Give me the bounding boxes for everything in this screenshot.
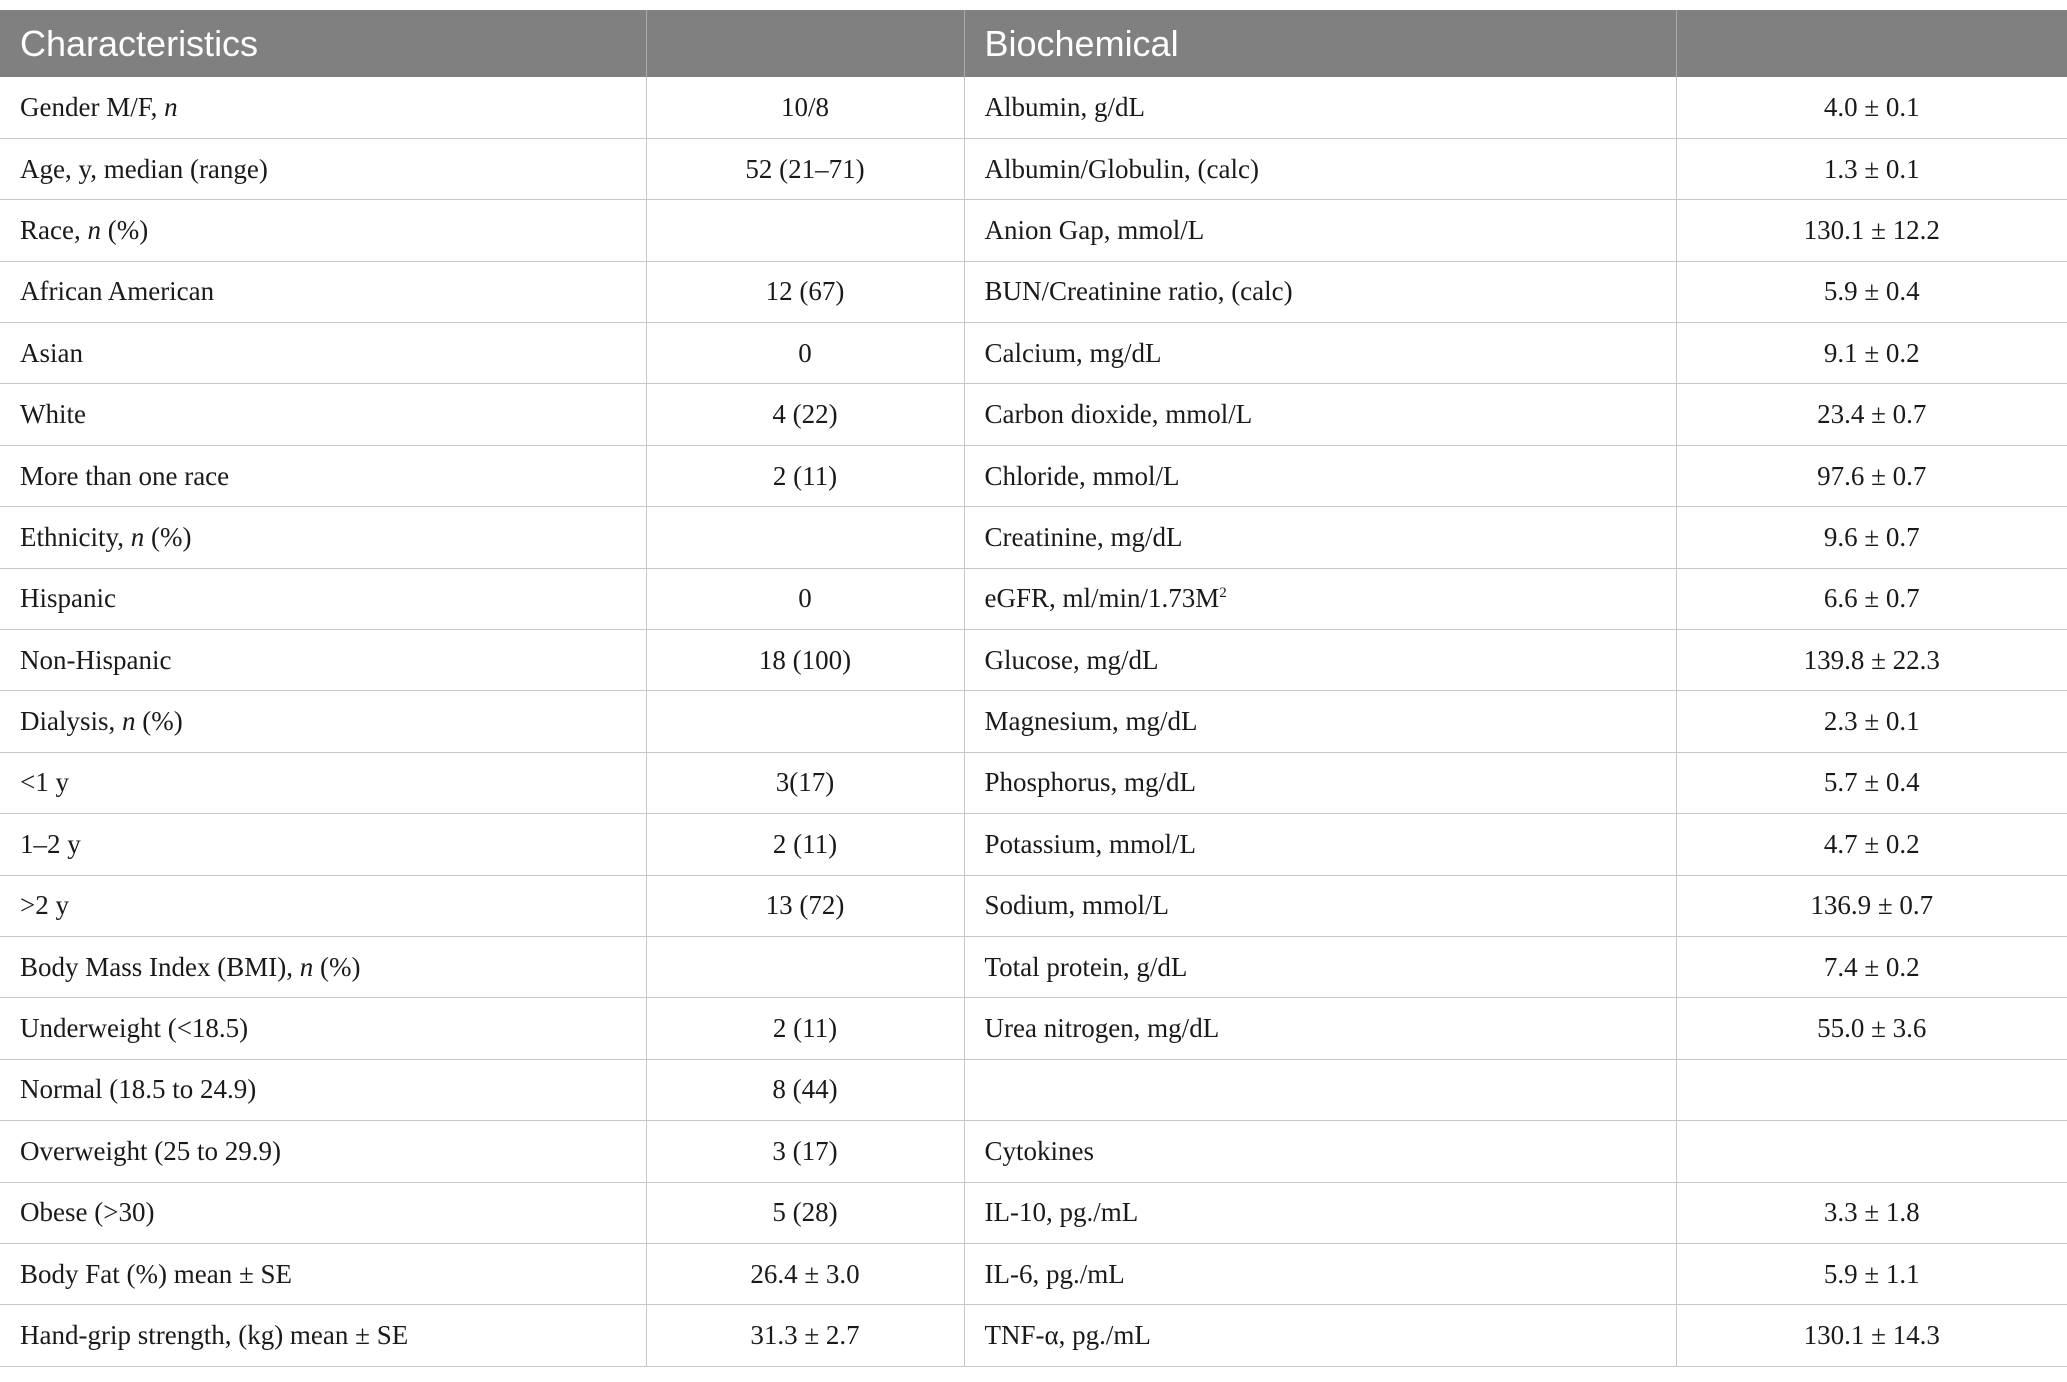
table-row [0, 691, 2067, 752]
biochemical-label [964, 752, 1676, 813]
table-row [0, 261, 2067, 322]
biochemical-value: 3.3 ± 1.8 [1676, 1182, 2067, 1243]
characteristic-label [0, 138, 646, 199]
characteristic-label-text: More than one race [20, 460, 230, 491]
biochemical-label [964, 138, 1676, 199]
biochemical-label-text: BUN/Creatinine ratio, (calc) [984, 276, 1293, 307]
biochemical-label-text: Anion Gap, mmol/L [984, 214, 1205, 245]
characteristic-label [0, 1243, 646, 1304]
characteristic-label [0, 1182, 646, 1243]
biochemical-label [964, 445, 1676, 506]
characteristic-label-text: <1 y [20, 767, 69, 798]
characteristic-label [0, 507, 646, 568]
biochemical-label [964, 936, 1676, 997]
characteristic-label-text: Dialysis, [20, 706, 123, 737]
biochemical-label [964, 875, 1676, 936]
table-row [0, 1243, 2067, 1304]
characteristic-label-text: Underweight (<18.5) [20, 1013, 249, 1044]
biochemical-value: 97.6 ± 0.7 [1676, 445, 2067, 506]
biochemical-label [964, 384, 1676, 445]
characteristic-label-suffix: (%) [144, 521, 192, 552]
table-row [0, 507, 2067, 568]
data-table-container [0, 10, 2067, 1367]
characteristic-value: 2 (11) [646, 814, 964, 875]
characteristic-value [646, 691, 964, 752]
characteristic-label-text: White [20, 399, 86, 430]
characteristic-label-suffix: (%) [100, 214, 149, 245]
biochemical-value: 5.9 ± 0.4 [1676, 261, 2067, 322]
biochemical-value: 130.1 ± 12.2 [1676, 200, 2067, 261]
biochemical-label-text: Phosphorus, mg/dL [984, 767, 1197, 798]
characteristic-value: 3(17) [646, 752, 964, 813]
table-row [0, 323, 2067, 384]
header-row [0, 10, 2067, 77]
biochemical-label-text: Chloride, mmol/L [984, 460, 1180, 491]
biochemical-label [964, 1059, 1676, 1120]
biochemical-value: 6.6 ± 0.7 [1676, 568, 2067, 629]
biochemical-value: 2.3 ± 0.1 [1676, 691, 2067, 752]
characteristic-label [0, 998, 646, 1059]
characteristic-label [0, 630, 646, 691]
table-row [0, 568, 2067, 629]
characteristic-label-text: Gender M/F, [20, 91, 165, 122]
characteristic-value: 8 (44) [646, 1059, 964, 1120]
characteristic-label-n: n [164, 91, 178, 122]
biochemical-value: 5.7 ± 0.4 [1676, 752, 2067, 813]
characteristic-value: 13 (72) [646, 875, 964, 936]
biochemical-label-text: Creatinine, mg/dL [984, 521, 1183, 552]
biochemical-value: 4.0 ± 0.1 [1676, 77, 2067, 138]
characteristic-label-text: Ethnicity, [20, 521, 131, 552]
biochemical-label [964, 261, 1676, 322]
characteristic-value: 5 (28) [646, 1182, 964, 1243]
biochemical-label [964, 77, 1676, 138]
characteristic-label-suffix: (%) [135, 706, 183, 737]
biochemical-label-text: eGFR, ml/min/1.73M [984, 583, 1220, 614]
characteristic-value: 12 (67) [646, 261, 964, 322]
table-body [0, 77, 2067, 1366]
biochemical-label-text: IL-6, pg./mL [984, 1258, 1125, 1289]
biochemical-label [964, 1182, 1676, 1243]
header-biochemical: Biochemical [964, 10, 1676, 77]
characteristic-label-n: n [87, 214, 101, 245]
table-row [0, 77, 2067, 138]
characteristic-value [646, 200, 964, 261]
characteristic-label [0, 1059, 646, 1120]
characteristic-label-text: Normal (18.5 to 24.9) [20, 1074, 257, 1105]
biochemical-value: 5.9 ± 1.1 [1676, 1243, 2067, 1304]
characteristic-label [0, 200, 646, 261]
biochemical-value: 139.8 ± 22.3 [1676, 630, 2067, 691]
biochemical-label-text: Glucose, mg/dL [984, 644, 1159, 675]
biochemical-label [964, 691, 1676, 752]
characteristic-value [646, 507, 964, 568]
characteristic-value: 2 (11) [646, 998, 964, 1059]
table-row [0, 752, 2067, 813]
biochemical-label-text: TNF-α, pg./mL [984, 1320, 1151, 1350]
characteristic-value: 4 (22) [646, 384, 964, 445]
biochemical-label-text: IL-10, pg./mL [984, 1197, 1139, 1228]
characteristic-label-text: Obese (>30) [20, 1197, 155, 1228]
biochemical-value: 7.4 ± 0.2 [1676, 936, 2067, 997]
biochemical-label-superscript: 2 [1219, 585, 1227, 602]
header-biochemical-value [1676, 10, 2067, 77]
header-characteristics-value [646, 10, 964, 77]
characteristic-value: 3 (17) [646, 1121, 964, 1182]
characteristic-label [0, 323, 646, 384]
biochemical-label [964, 1305, 1676, 1366]
characteristic-label [0, 875, 646, 936]
characteristic-value: 10/8 [646, 77, 964, 138]
characteristic-value: 0 [646, 568, 964, 629]
biochemical-value: 130.1 ± 14.3 [1676, 1305, 2067, 1366]
characteristic-label [0, 1305, 646, 1366]
biochemical-label [964, 1121, 1676, 1182]
biochemical-label-text: Calcium, mg/dL [984, 337, 1162, 368]
biochemical-label [964, 323, 1676, 384]
table-row [0, 1059, 2067, 1120]
characteristic-label-text: Hand-grip strength, (kg) mean ± SE [20, 1320, 409, 1350]
biochemical-value: 23.4 ± 0.7 [1676, 384, 2067, 445]
characteristic-label-n: n [122, 706, 136, 737]
characteristic-label-n: n [299, 951, 314, 982]
characteristic-label [0, 445, 646, 506]
characteristic-label-text: Non-Hispanic [20, 644, 172, 675]
characteristic-label [0, 568, 646, 629]
characteristic-label [0, 814, 646, 875]
header-characteristics: Characteristics [0, 10, 646, 77]
table-row [0, 936, 2067, 997]
biochemical-value: 4.7 ± 0.2 [1676, 814, 2067, 875]
characteristic-label-text: Overweight (25 to 29.9) [20, 1135, 281, 1166]
table-row [0, 875, 2067, 936]
characteristic-label-text: Race, [20, 214, 88, 245]
biochemical-label-text: Urea nitrogen, mg/dL [984, 1013, 1220, 1044]
biochemical-label-text: Carbon dioxide, mmol/L [984, 399, 1253, 430]
biochemical-value: 136.9 ± 0.7 [1676, 875, 2067, 936]
biochemical-value [1676, 1121, 2067, 1182]
table-row [0, 998, 2067, 1059]
characteristic-label-text: 1–2 y [20, 828, 81, 859]
characteristic-label-text: Hispanic [20, 583, 116, 614]
characteristic-value: 18 (100) [646, 630, 964, 691]
characteristic-label-n: n [130, 521, 145, 552]
biochemical-value: 9.1 ± 0.2 [1676, 323, 2067, 384]
characteristic-value: 52 (21–71) [646, 138, 964, 199]
characteristic-label-text: African American [20, 276, 215, 307]
characteristic-label-text: >2 y [20, 890, 69, 921]
biochemical-label [964, 507, 1676, 568]
characteristic-label [0, 261, 646, 322]
characteristic-value [646, 936, 964, 997]
biochemical-label [964, 200, 1676, 261]
biochemical-value: 9.6 ± 0.7 [1676, 507, 2067, 568]
characteristic-label-text: Body Mass Index (BMI), [20, 951, 300, 982]
biochemical-label-text: Albumin/Globulin, (calc) [984, 153, 1259, 184]
table-row [0, 1182, 2067, 1243]
biochemical-label-text: Potassium, mmol/L [984, 828, 1197, 859]
characteristic-label [0, 691, 646, 752]
characteristic-label-text: Body Fat (%) mean ± SE [20, 1258, 293, 1289]
biochemical-label-text: Total protein, g/dL [984, 951, 1188, 982]
biochemical-label [964, 814, 1676, 875]
table-row [0, 1305, 2067, 1366]
characteristic-label [0, 77, 646, 138]
table-row [0, 445, 2067, 506]
characteristic-label [0, 752, 646, 813]
characteristic-label [0, 1121, 646, 1182]
biochemical-label-text: Sodium, mmol/L [984, 890, 1170, 921]
table-header [0, 10, 2067, 77]
table-row [0, 200, 2067, 261]
biochemical-label-text: Cytokines [984, 1135, 1095, 1166]
table-row [0, 384, 2067, 445]
table-row [0, 1121, 2067, 1182]
biochemical-value: 1.3 ± 0.1 [1676, 138, 2067, 199]
table-row [0, 138, 2067, 199]
biochemical-label-text: Albumin, g/dL [984, 91, 1145, 122]
characteristic-value: 31.3 ± 2.7 [646, 1305, 964, 1366]
characteristics-table [0, 10, 2067, 1367]
characteristic-label [0, 384, 646, 445]
biochemical-label [964, 568, 1676, 629]
characteristic-label-text: Asian [20, 337, 83, 368]
biochemical-value [1676, 1059, 2067, 1120]
biochemical-label [964, 1243, 1676, 1304]
characteristic-label-suffix: (%) [313, 951, 361, 982]
characteristic-value: 0 [646, 323, 964, 384]
characteristic-value: 2 (11) [646, 445, 964, 506]
biochemical-label [964, 998, 1676, 1059]
characteristic-label-text: Age, y, median (range) [20, 153, 268, 184]
characteristic-label [0, 936, 646, 997]
biochemical-label [964, 630, 1676, 691]
characteristic-value: 26.4 ± 3.0 [646, 1243, 964, 1304]
table-row [0, 814, 2067, 875]
biochemical-label-text: Magnesium, mg/dL [984, 706, 1198, 737]
table-row [0, 630, 2067, 691]
biochemical-value: 55.0 ± 3.6 [1676, 998, 2067, 1059]
